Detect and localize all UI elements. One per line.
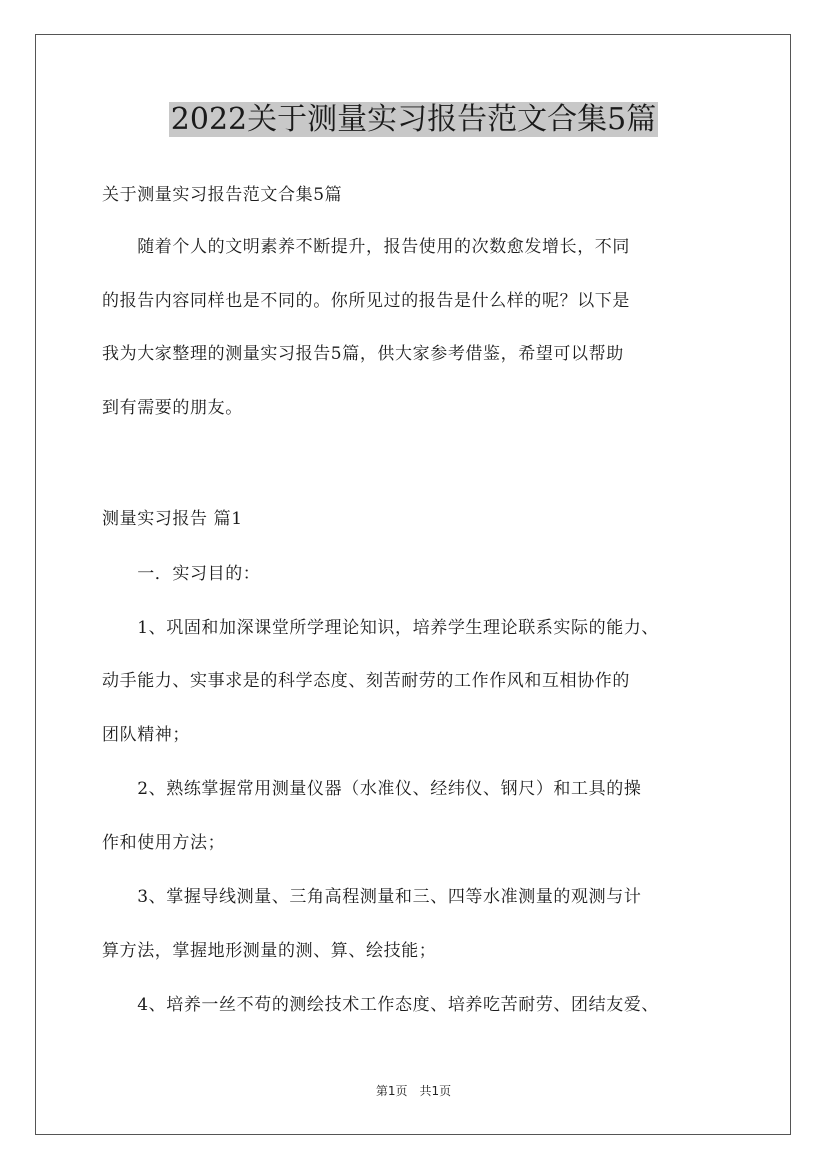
body-line: 3、掌握导线测量、三角高程测量和三、四等水准测量的观测与计 [102, 887, 642, 907]
intro-line: 随着个人的文明素养不断提升，报告使用的次数愈发增长，不同 [102, 237, 630, 257]
document-title: 2022关于测量实习报告范文合集5篇 [170, 102, 657, 137]
body-line: 1、巩固和加深课堂所学理论知识，培养学生理论联系实际的能力、 [102, 618, 660, 638]
body-line: 4、培养一丝不苟的测绘技术工作态度、培养吃苦耐劳、团结友爱、 [102, 995, 660, 1015]
body-line: 动手能力、实事求是的科学态度、刻苦耐劳的工作作风和互相协作的 [102, 671, 630, 691]
section-heading: 测量实习报告 篇1 [102, 509, 243, 529]
body-line: 团队精神； [102, 725, 190, 745]
body-line: 一．实习目的： [102, 564, 261, 584]
document-subtitle: 关于测量实习报告范文合集5篇 [102, 185, 343, 205]
intro-line: 到有需要的朋友。 [102, 398, 243, 418]
body-line: 2、熟练掌握常用测量仪器（水准仪、经纬仪、钢尺）和工具的操 [102, 779, 642, 799]
body-line: 作和使用方法； [102, 833, 226, 853]
body-line: 算方法，掌握地形测量的测、算、绘技能； [102, 941, 437, 961]
intro-line: 我为大家整理的测量实习报告5篇，供大家参考借鉴，希望可以帮助 [102, 344, 624, 364]
intro-line: 的报告内容同样也是不同的。你所见过的报告是什么样的呢？以下是 [102, 291, 630, 311]
page-footer: 第1页 共1页 [375, 1084, 452, 1098]
